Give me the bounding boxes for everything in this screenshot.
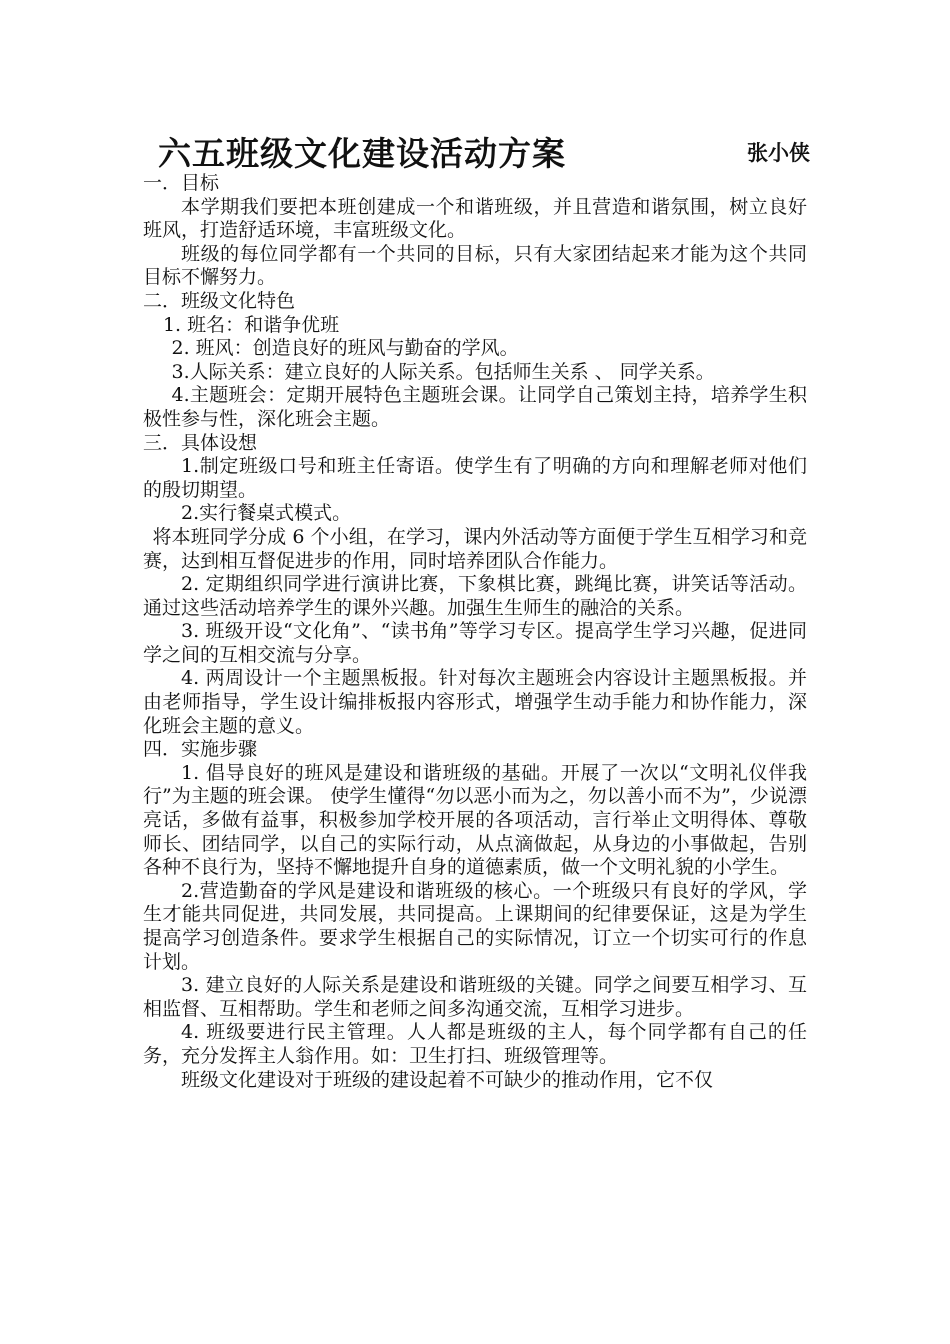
list-item: 4. 班级要进行民主管理。人人都是班级的主人，每个同学都有自己的任务，充分发挥主人翁作用。如：卫生打扫、班级管理等。 [143, 1021, 807, 1067]
list-item: 1.制定班级口号和班主任寄语。使学生有了明确的方向和理解老师对他们的殷切期望。 [143, 455, 807, 501]
paragraph: 将本班同学分成 6 个小组，在学习，课内外活动等方面便于学生互相学习和竞赛，达到相互督促进步的作用，同时培养团队合作能力。 [143, 525, 807, 572]
paragraph: 本学期我们要把本班创建成一个和谐班级，并且营造和谐氛围，树立良好班风，打造舒适环境，丰富班级文化。 [143, 195, 807, 242]
paragraph: 班级的每位同学都有一个共同的目标，只有大家团结起来才能为这个共同目标不懈努力。 [143, 242, 807, 289]
paragraph: 班级文化建设对于班级的建设起着不可缺少的推动作用，它不仅 [181, 1068, 714, 1091]
section-heading-plans: 三．具体设想 [143, 431, 258, 454]
author-name: 张小侠 [747, 140, 810, 165]
section-heading-goals: 一．目标 [143, 172, 220, 194]
list-item: 2. 班风：创造良好的班风与勤奋的学风。 [171, 337, 519, 360]
title-row [158, 128, 810, 172]
document-title: 六五班级文化建设活动方案 [158, 134, 566, 173]
list-item: 3.人际关系：建立良好的人际关系。包括师生关系 、 同学关系。 [171, 360, 715, 383]
document-body [143, 172, 807, 1092]
list-item: 4.主题班会：定期开展特色主题班会课。让同学自己策划主持，培养学生积极性参与性，深化班会主题。 [143, 384, 807, 430]
list-item: 3. 班级开设“文化角”、“读书角”等学习专区。提高学生学习兴趣，促进同学之间的互相交流与分享。 [143, 620, 807, 666]
list-item: 2.实行餐桌式模式。 [181, 502, 352, 525]
section-heading-features: 二．班级文化特色 [143, 289, 296, 312]
list-item: 3. 建立良好的人际关系是建设和谐班级的关键。同学之间要互相学习、互相监督、互相帮助。学生和老师之间多沟通交流，互相学习进步。 [143, 974, 807, 1020]
section-heading-steps: 四．实施步骤 [143, 738, 258, 761]
list-item: 1. 倡导良好的班风是建设和谐班级的基础。开展了一次以“文明礼仪伴我行”为主题的班会课。 使学生懂得“勿以恶小而为之，勿以善小而不为”，少说漂亮话，多做有益事，积极参加学校开展的各项活动，言行举止文明得体、尊敬师长、团结同学，以自己的实际行动，从点滴做起，从身边的小事做起，告别各种不良行为，坚持不懈地提升自身的道德素质，做一个文明礼貌的小学生。 [143, 761, 807, 879]
list-item: 4. 两周设计一个主题黑板报。针对每次主题班会内容设计主题黑板报。并由老师指导，学生设计编排板报内容形式，增强学生动手能力和协作能力，深化班会主题的意义。 [143, 667, 807, 737]
list-item: 1. 班名：和谐争优班 [162, 313, 340, 336]
list-item: 2. 定期组织同学进行演讲比赛，下象棋比赛，跳绳比赛，讲笑话等活动。通过这些活动培养学生的课外兴趣。加强生生师生的融洽的关系。 [143, 573, 807, 619]
list-item: 2.营造勤奋的学风是建设和谐班级的核心。一个班级只有良好的学风，学生才能共同促进，共同发展，共同提高。上课期间的纪律要保证，这是为学生提高学习创造条件。要求学生根据自己的实际情况，订立一个切实可行的作息计划。 [143, 879, 807, 973]
